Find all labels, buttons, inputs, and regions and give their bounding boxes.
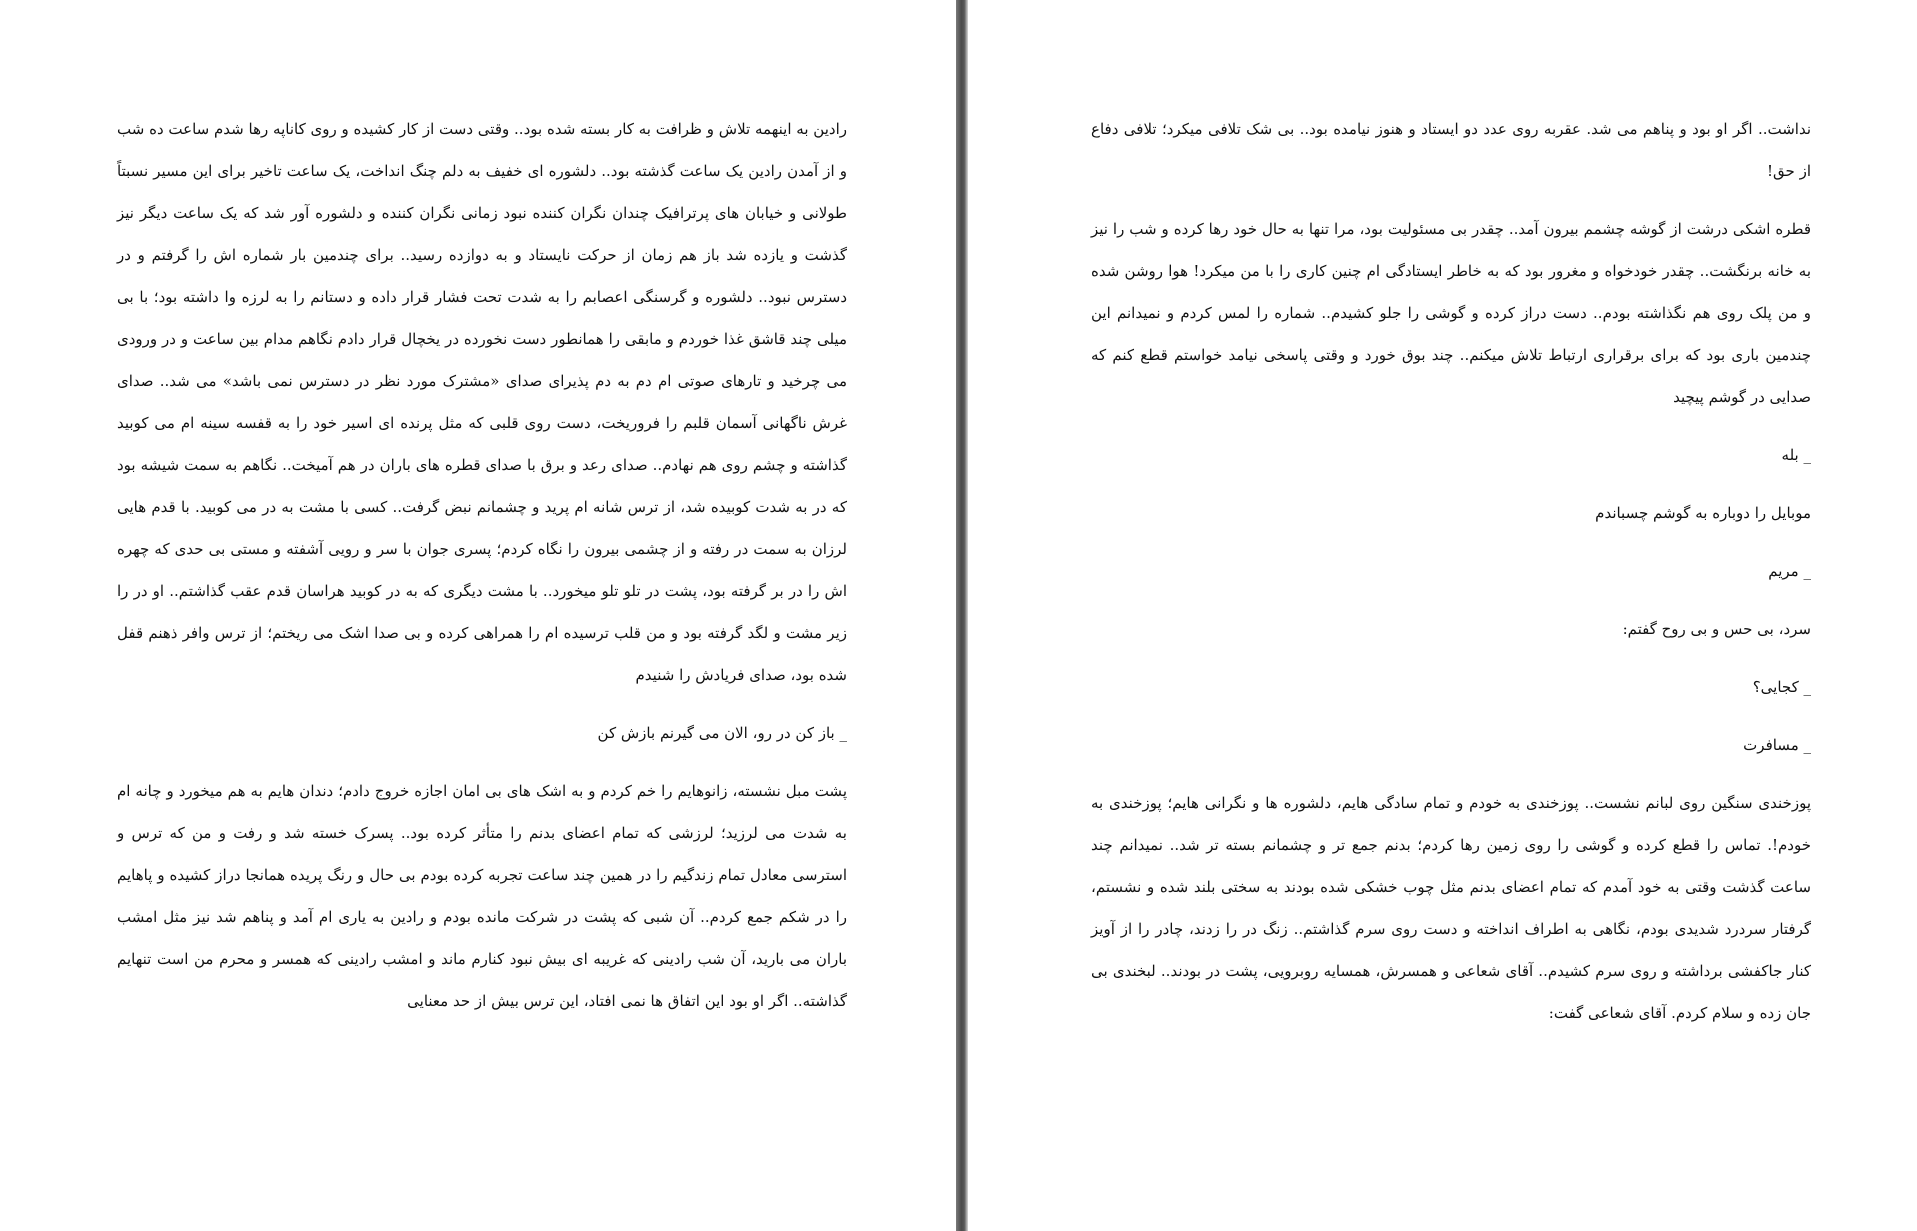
dialog-line: _ مریم	[1768, 562, 1811, 580]
paragraph: رادین به اینهمه تلاش و ظرافت به کار بسته شده بود.. وقتی دست از کار کشیده و روی کاناپه رها شدم ساعت ده شب و از آمدن رادین یک ساعت گذشته بود.. دلشوره ای خفیف به دلم چنگ انداخت، یک ساعت تاخیر برای این مسیر نسبتاً طولانی و خیابان های پرترافیک چندان نگران کننده نبود زمانی نگران کننده و دلشوره آور شد که یک ساعت دیگر نیز گذشت و یازده شد باز هم زمان از حرکت نایستاد و به دوازده رسید.. برای چندمین بار شماره اش را گرفتم و در دسترس نبود.. دلشوره و گرسنگی اعصابم را به شدت تحت فشار قرار داده و دستانم را به لرزه وا داشته بود؛ با بی میلی چند قاشق غذا خوردم و مابقی را همانطور دست نخورده در یخچال قرار دادم نگاهم مدام بین ساعت و در ورودی می چرخید و تارهای صوتی ام دم به دم پذیرای صدای «مشترک مورد نظر در دسترس نمی باشد» می شد.. صدای غرش ناگهانی آسمان قلبم را فروریخت، دست روی قلبی که مثل پرنده ای اسیر خود را به قفسه سینه ام می کوبید گذاشته و چشم روی هم نهادم.. صدای رعد و برق با صدای قطره های باران در هم آمیخت.. نگاهم به سمت شیشه بود که در به شدت کوبیده شد، از ترس شانه ام پرید و چشمانم نبض گرفت.. کسی با مشت به در می کوبید. با قدم هایی لرزان به سمت در رفته و از چشمی بیرون را نگاه کردم؛ پسری جوان با سر و رویی آشفته و مستی بی حدی که چهره اش را در بر گرفته بود، پشت در تلو تلو میخورد.. با مشت دیگری که به در کوبید هراسان قدم عقب گذاشتم.. او در را زیر مشت و لگد گرفته بود و من قلب ترسیده ام را همراهی کرده و بی صدا اشک می ریختم؛ از ترس وافر ذهنم قفل شده بود، صدای فریادش را شنیدم	[117, 120, 847, 684]
paragraph: پوزخندی سنگین روی لبانم نشست.. پوزخندی به خودم و تمام سادگی هایم، دلشوره ها و نگرانی هایم؛ پوزخندی به خودم!. تماس را قطع کرده و گوشی را روی زمین رها کردم؛ بدنم جمع تر و چشمانم بسته تر شد.. نمیدانم چند ساعت گذشت وقتی به خود آمدم که تمام اعضای بدنم مثل چوب خشکی شده بودند به سختی بلند شده و نشستم، گرفتار سردرد شدیدی بودم، نگاهی به اطراف انداخته و دست روی سرم گذاشتم.. زنگ در را زدند، چادر را از آویز کنار جاکفشی برداشته و روی سرم کشیدم.. آقای شعاعی و همسرش، همسایه روبرویی، پشت در بودند.. لبخندی بی جان زده و سلام کردم. آقای شعاعی گفت:	[1091, 794, 1811, 1022]
paragraph: موبایل را دوباره به گوشم چسباندم	[1595, 504, 1811, 522]
paragraph: پشت مبل نشسته، زانوهایم را خم کردم و به اشک های بی امان اجازه خروج دادم؛ دندان هایم به هم میخورد و چانه ام به شدت می لرزید؛ لرزشی که تمام اعضای بدنم را متأثر کرده بود.. پسرک خسته شد و رفت و من که ترس و استرسی معادل تمام زندگیم را در همین چند ساعت تجربه کرده بودم بی حال و رنگ پریده همانجا دراز کشیده و پاهایم را در شکم جمع کردم.. آن شبی که پشت در شرکت مانده بودم و رادین به یاری ام آمد و پناهم شد نیز مثل امشب باران می بارید، آن شب رادینی که غریبه ای بیش نبود کنارم ماند و امشب رادینی که همسر و محرم من است تنهایم گذاشته.. اگر او بود این اتفاق ها نمی افتاد، این ترس بیش از حد معنایی	[117, 782, 847, 1010]
dialog-line: _ کجایی؟	[1752, 678, 1811, 696]
dialog-line: _ بله	[1781, 446, 1811, 464]
dialog-line: _ باز کن در رو، الان می گیرنم بازش کن	[597, 724, 847, 742]
left-page-text	[117, 108, 847, 1038]
paragraph: نداشت.. اگر او بود و پناهم می شد. عقربه روی عدد دو ایستاد و هنوز نیامده بود.. بی شک تلافی میکرد؛ تلافی دفاع از حق!	[1091, 120, 1811, 180]
page-gutter	[956, 0, 968, 1231]
dialog-line: _ مسافرت	[1743, 736, 1811, 754]
paragraph: قطره اشکی درشت از گوشه چشمم بیرون آمد.. چقدر بی مسئولیت بود، مرا تنها به حال خود رها کرده و شب را نیز به خانه برنگشت.. چقدر خودخواه و مغرور بود که به خاطر ایستادگی ام چنین کاری را با من میکرد! هوا روشن شده و من پلک روی هم نگذاشته بودم.. دست دراز کرده و گوشی را جلو کشیدم.. شماره را لمس کردم و نمیدانم این چندمین باری بود که برای برقراری ارتباط تلاش میکنم.. چند بوق خورد و وقتی پاسخی نیامد خواستم قطع کنم که صدایی در گوشم پیچید	[1091, 220, 1811, 406]
right-page-text	[1091, 108, 1811, 1050]
right-page	[968, 0, 1917, 1231]
paragraph: سرد، بی حس و بی روح گفتم:	[1622, 620, 1811, 638]
left-page	[0, 0, 956, 1231]
